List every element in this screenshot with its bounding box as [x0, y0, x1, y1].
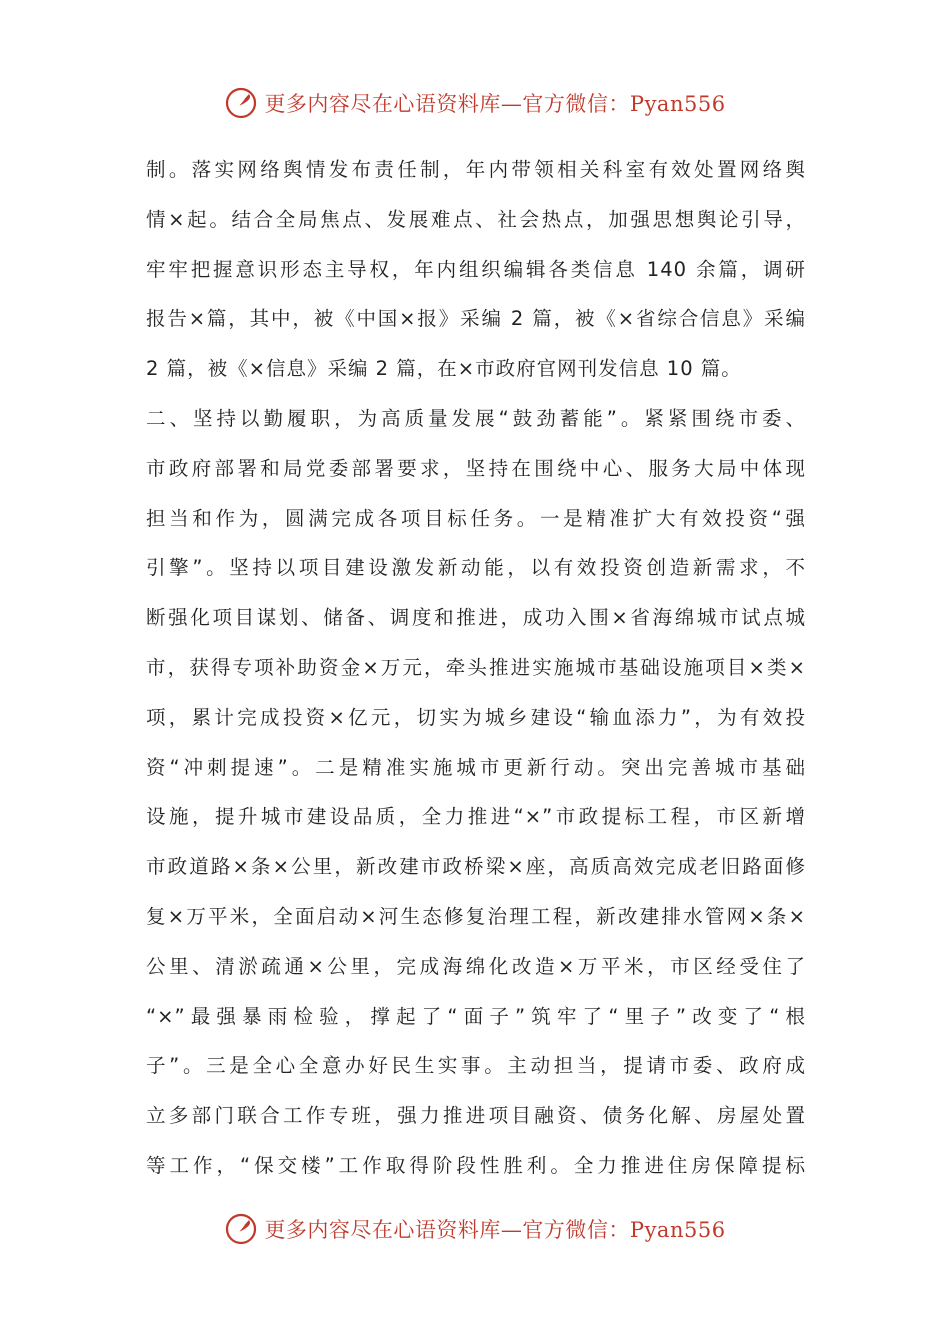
text-line: 情×起。结合全局焦点、发展难点、社会热点，加强思想舆论引导，	[146, 207, 806, 231]
text-line: 市，获得专项补助资金×万元，牵头推进实施城市基础设施项目×类×	[146, 655, 806, 679]
document-body	[146, 150, 806, 1196]
text-line: 制。落实网络舆情发布责任制，年内带领相关科室有效处置网络舆	[146, 158, 806, 181]
text-line: 引擎”。坚持以项目建设激发新动能，以有效投资创造新需求，不	[146, 556, 806, 580]
text-line: 报告×篇，其中，被《中国×报》采编 2 篇，被《×省综合信息》采编	[146, 307, 806, 331]
text-line: 等工作，“保交楼”工作取得阶段性胜利。全力推进住房保障提标	[146, 1153, 806, 1177]
text-line: 设施，提升城市建设品质，全力推进“×”市政提标工程，市区新增	[146, 805, 806, 829]
text-line: 2 篇，被《×信息》采编 2 篇，在×市政府官网刊发信息 10 篇。	[146, 357, 742, 381]
watermark-footer	[0, 1212, 950, 1246]
text-line: “×”最强暴雨检验，撑起了“面子”筑牢了“里子”改变了“根	[146, 1004, 806, 1028]
pen-feather-logo	[224, 86, 258, 120]
text-line: 子”。三是全心全意办好民生实事。主动担当，提请市委、政府成	[146, 1054, 806, 1078]
text-line: 担当和作为，圆满完成各项目标任务。一是精准扩大有效投资“强	[146, 506, 806, 530]
text-line: 二、坚持以勤履职，为高质量发展“鼓劲蓄能”。紧紧围绕市委、	[146, 406, 806, 430]
text-line: 复×万平米，全面启动×河生态修复治理工程，新改建排水管网×条×	[146, 904, 806, 928]
text-line: 公里、清淤疏通×公里，完成海绵化改造×万平米，市区经受住了	[146, 954, 806, 978]
pen-feather-logo	[224, 1212, 258, 1246]
text-line: 市政府部署和局党委部署要求，坚持在围绕中心、服务大局中体现	[146, 456, 806, 480]
text-line: 市政道路×条×公里，新改建市政桥梁×座，高质高效完成老旧路面修	[146, 855, 806, 879]
watermark-text: 更多内容尽在心语资料库—官方微信：Pyan556	[264, 92, 726, 116]
text-line: 立多部门联合工作专班，强力推进项目融资、债务化解、房屋处置	[146, 1104, 806, 1128]
watermark-header	[0, 86, 950, 120]
text-line: 断强化项目谋划、储备、调度和推进，成功入围×省海绵城市试点城	[146, 606, 806, 630]
text-line: 项，累计完成投资×亿元，切实为城乡建设“输血添力”，为有效投	[146, 705, 806, 729]
text-line: 牢牢把握意识形态主导权，年内组织编辑各类信息 140 余篇，调研	[146, 257, 806, 281]
text-line: 资“冲刺提速”。二是精准实施城市更新行动。突出完善城市基础	[146, 755, 806, 779]
watermark-text: 更多内容尽在心语资料库—官方微信：Pyan556	[264, 1218, 726, 1242]
